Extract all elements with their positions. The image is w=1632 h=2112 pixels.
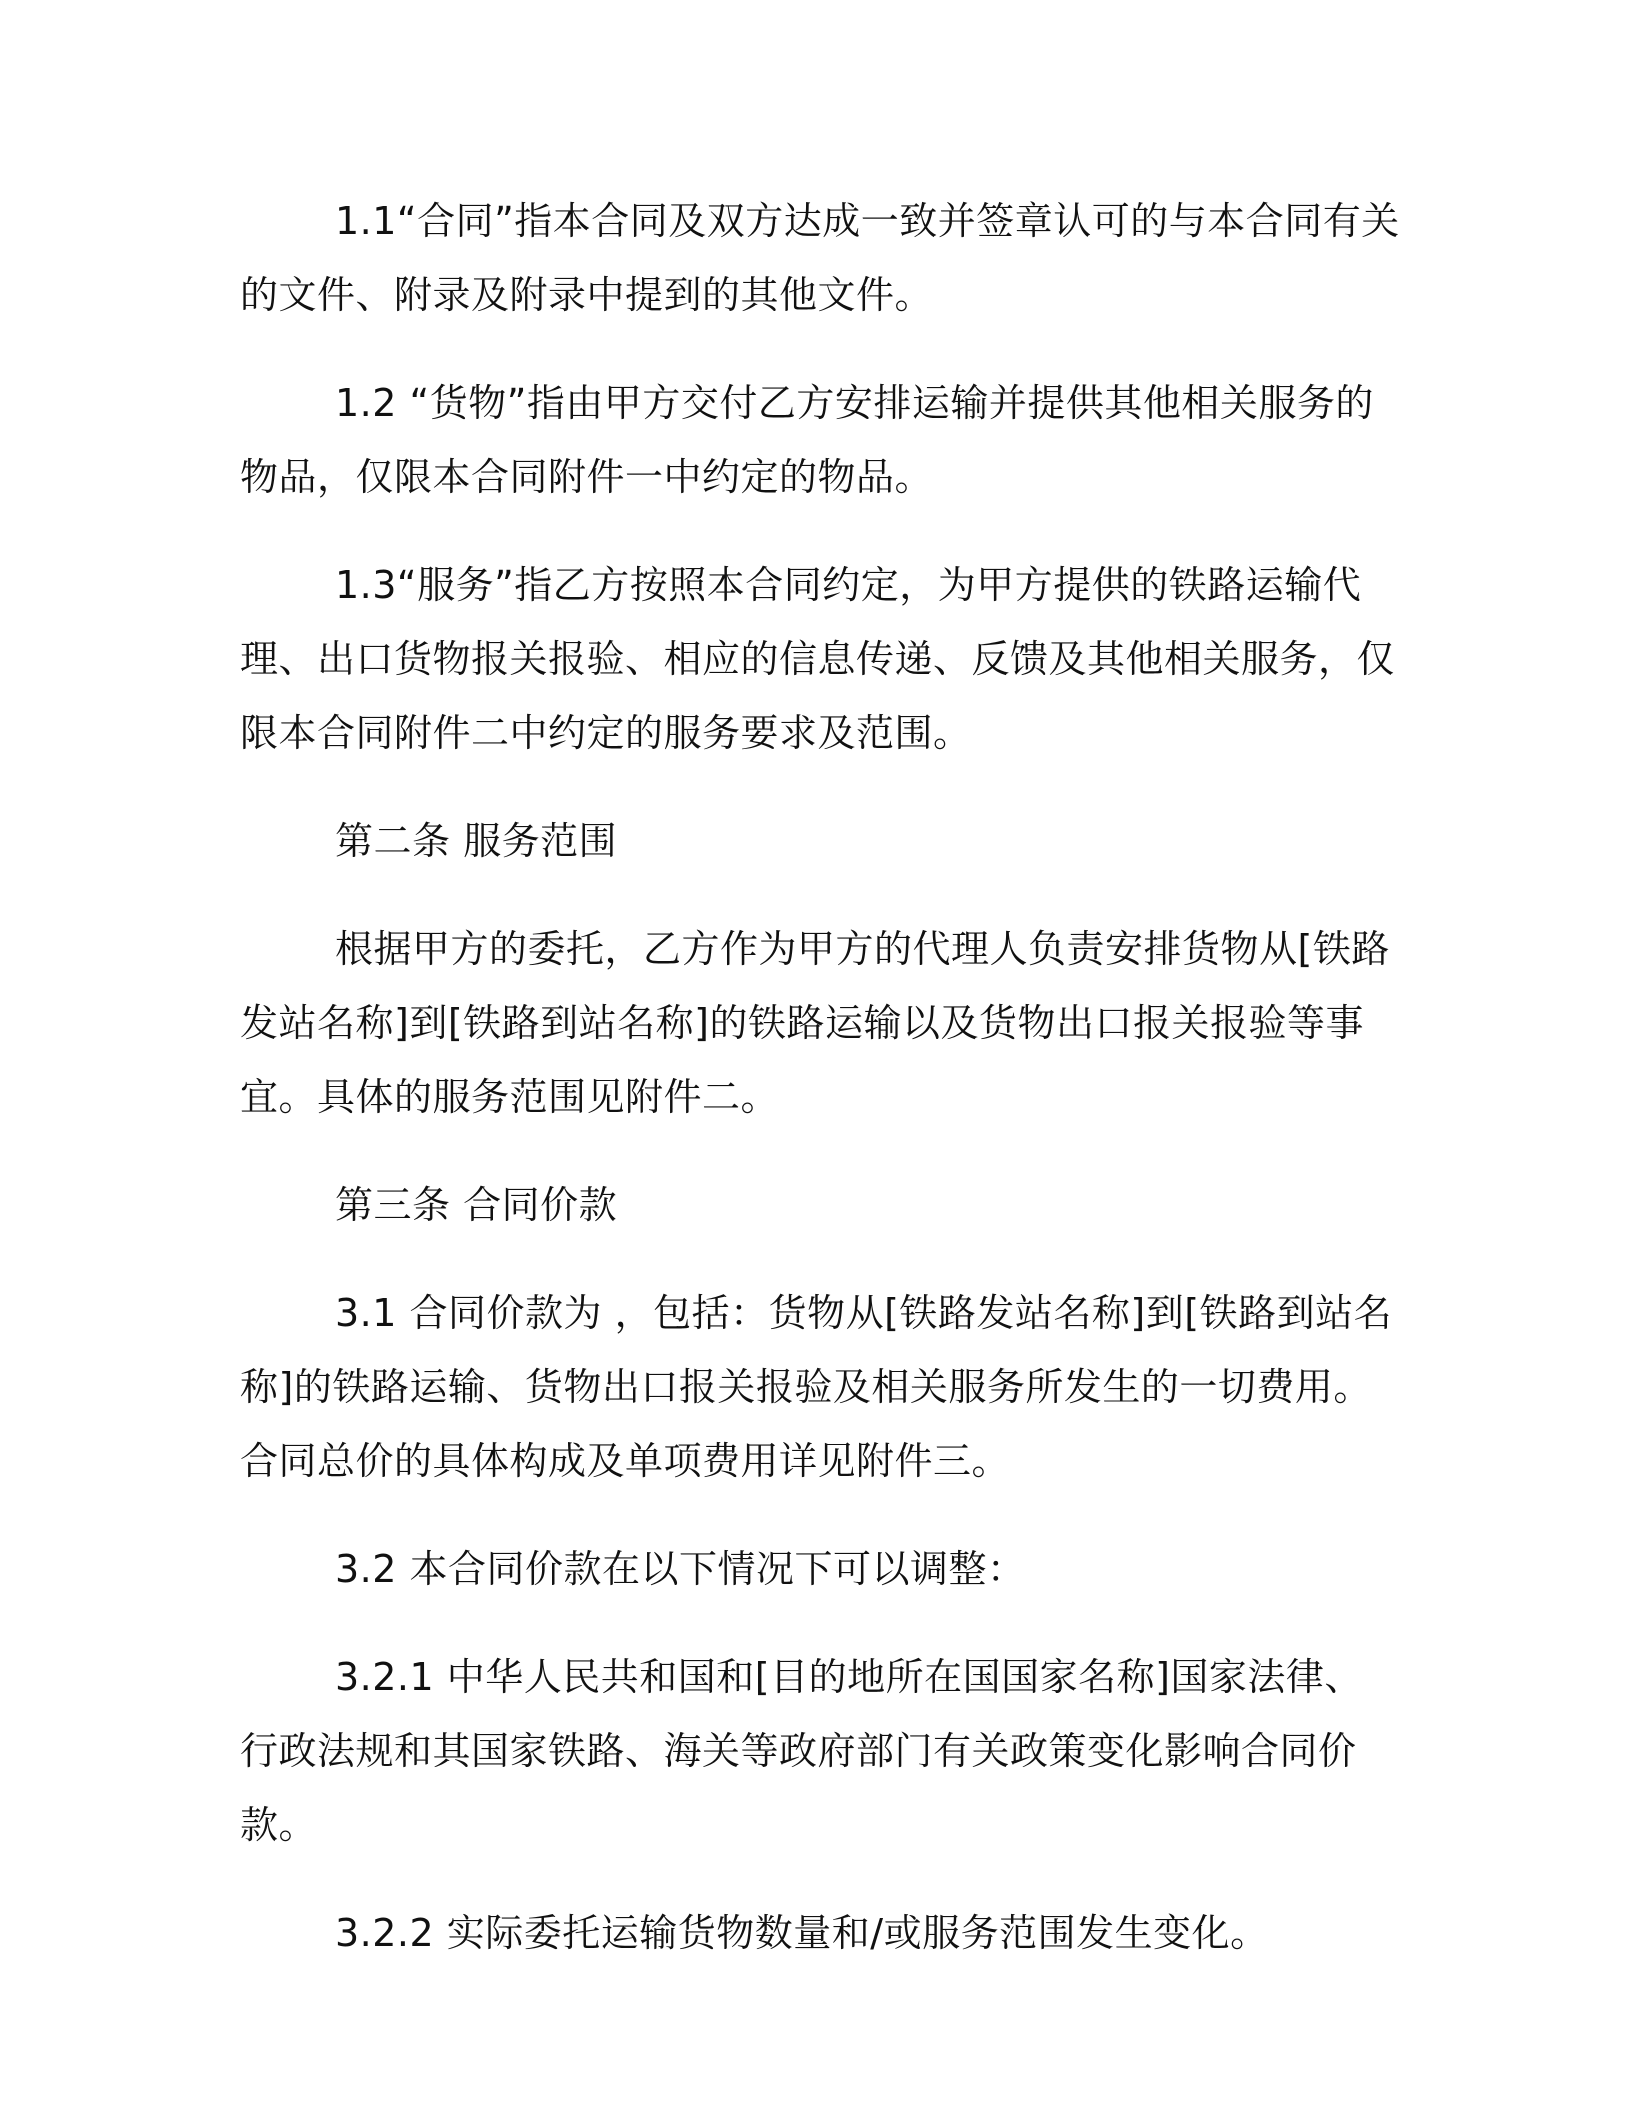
clause-3-2-2: 3.2.2 实际委托运输货物数量和/或服务范围发生变化。: [335, 1911, 1269, 1955]
article-3-heading: 第三条 合同价款: [335, 1183, 618, 1227]
article-2-body: 根据甲方的委托，乙方作为甲方的代理人负责安排货物从[铁路发站名称]到[铁路到站名称]的铁路运输以及货物出口报关报验等事宜。具体的服务范围见附件二。: [240, 927, 1390, 1119]
clause-3-2-1: 3.2.1 中华人民共和国和[目的地所在国国家名称]国家法律、行政法规和其国家铁路、海关等政府部门有关政策变化影响合同价款。: [240, 1655, 1363, 1847]
clause-3-1: 3.1 合同价款为 ，包括：货物从[铁路发站名称]到[铁路到站名称]的铁路运输、货物出口报关报验及相关服务所发生的一切费用。合同总价的具体构成及单项费用详见附件三。: [240, 1291, 1393, 1483]
clause-1-2: 1.2 “货物”指由甲方交付乙方安排运输并提供其他相关服务的物品，仅限本合同附件一中约定的物品。: [240, 381, 1374, 499]
clause-1-3: 1.3“服务”指乙方按照本合同约定，为甲方提供的铁路运输代理、出口货物报关报验、相应的信息传递、反馈及其他相关服务，仅限本合同附件二中约定的服务要求及范围。: [240, 563, 1396, 755]
document-body: [240, 184, 1400, 1970]
clause-3-2: 3.2 本合同价款在以下情况下可以调整：: [335, 1547, 1026, 1591]
article-2-heading: 第二条 服务范围: [335, 819, 618, 863]
clause-1-1: 1.1“合同”指本合同及双方达成一致并签章认可的与本合同有关的文件、附录及附录中提到的其他文件。: [240, 199, 1400, 317]
